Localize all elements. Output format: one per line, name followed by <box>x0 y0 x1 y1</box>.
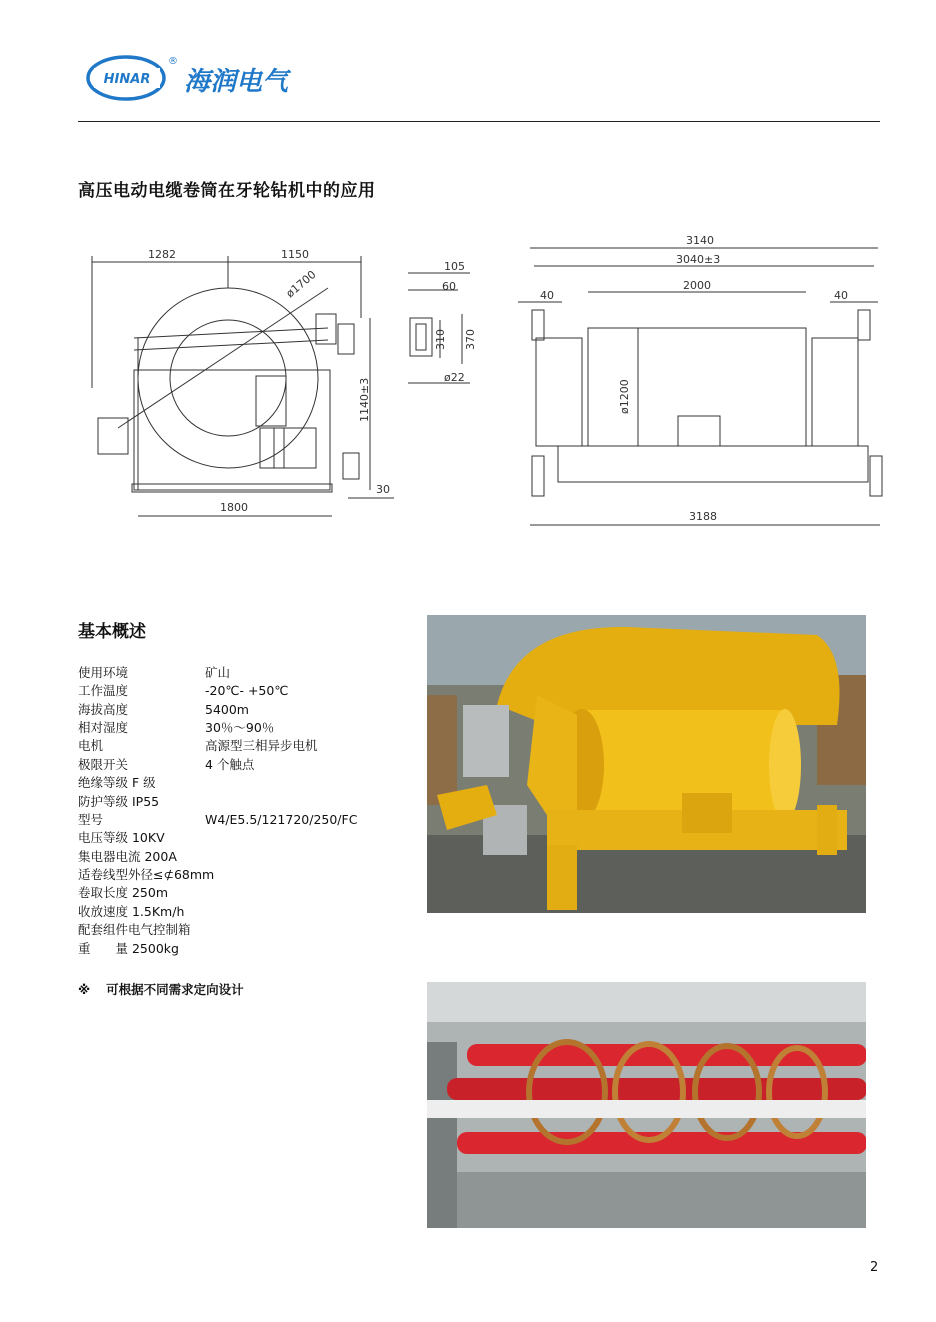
hinar-logo <box>86 52 326 104</box>
dim-40-right: 40 <box>834 289 848 302</box>
spec-row <box>78 829 165 847</box>
spec-value: W4/E5.5/121720/250/FC <box>205 812 358 827</box>
dim-30: 30 <box>376 483 390 496</box>
note-text: 可根据不同需求定向设计 <box>106 982 244 997</box>
spec-row <box>78 811 358 829</box>
dim-1150: 1150 <box>281 248 309 261</box>
spec-label: 极限开关 <box>78 757 129 772</box>
spec-row <box>78 682 289 700</box>
spec-label: 重 量 2500kg <box>78 941 179 956</box>
company-name: 海润电气 <box>184 67 289 97</box>
dim-3188: 3188 <box>689 510 717 523</box>
page-number: 2 <box>870 1260 879 1275</box>
header-divider <box>78 121 880 122</box>
drawing-title: 高压电动电缆卷筒在牙轮钻机中的应用 <box>78 181 376 201</box>
spec-row <box>78 719 275 737</box>
dim-60: 60 <box>442 280 456 293</box>
spec-row <box>78 940 179 958</box>
spec-value: 高源型三相异步电机 <box>205 738 318 753</box>
logo-text: HINAR <box>103 72 151 87</box>
detail-view <box>408 260 477 384</box>
spec-label: 型号 <box>78 812 104 827</box>
dim-310: 310 <box>434 329 447 350</box>
dim-370: 370 <box>464 329 477 350</box>
dim-1140: 1140±3 <box>358 377 371 422</box>
dim-1800: 1800 <box>220 501 248 514</box>
front-view <box>518 234 882 525</box>
spec-row <box>78 866 214 884</box>
note-mark: ※ <box>78 982 91 997</box>
spec-label: 电压等级 10KV <box>78 830 165 845</box>
spec-value: 30％～90％ <box>205 720 275 735</box>
spec-row <box>78 701 249 719</box>
spec-label: 卷取长度 250m <box>78 885 169 900</box>
spec-value: -20℃- +50℃ <box>205 683 289 698</box>
spec-label: 工作温度 <box>78 683 129 698</box>
technical-drawing <box>78 228 888 533</box>
dim-40-left: 40 <box>540 289 554 302</box>
overview-title: 基本概述 <box>78 622 146 642</box>
spec-row <box>78 884 168 902</box>
spec-row <box>78 848 177 866</box>
side-view <box>92 248 394 516</box>
spec-label: 适卷线型外径≤⊄68mm <box>78 867 215 882</box>
spec-row <box>78 793 159 811</box>
collector-rings-photo <box>427 982 866 1228</box>
dim-105: 105 <box>444 260 465 273</box>
dim-3140: 3140 <box>686 234 714 247</box>
spec-label: 电机 <box>78 738 104 753</box>
spec-label: 集电器电流 200A <box>78 849 177 864</box>
spec-label: 配套组件电气控制箱 <box>78 922 191 937</box>
spec-label: 收放速度 1.5Km/h <box>78 904 185 919</box>
spec-label: 海拔高度 <box>78 702 129 717</box>
dim-2000: 2000 <box>683 279 711 292</box>
spec-label: 绝缘等级 F 级 <box>78 775 156 790</box>
spec-row <box>78 664 231 682</box>
spec-value: 矿山 <box>205 665 231 680</box>
spec-label: 相对湿度 <box>78 720 129 735</box>
spec-label: 使用环境 <box>78 665 129 680</box>
spec-value: 5400m <box>205 702 249 717</box>
spec-row <box>78 921 191 939</box>
spec-label: 防护等级 IP55 <box>78 794 160 809</box>
dim-diameter: ø1700 <box>283 268 319 301</box>
design-note <box>78 980 244 998</box>
spec-row <box>78 903 184 921</box>
spec-row <box>78 774 156 792</box>
dim-3040: 3040±3 <box>676 253 721 266</box>
spec-row <box>78 756 255 774</box>
dim-1282: 1282 <box>148 248 176 261</box>
spec-value: 4 个触点 <box>205 757 255 772</box>
registered-mark: ® <box>168 56 178 67</box>
dim-drum-diameter: ø1200 <box>618 379 631 414</box>
spec-row <box>78 737 318 755</box>
cable-reel-photo <box>427 615 866 913</box>
dim-hole: ø22 <box>444 371 465 384</box>
